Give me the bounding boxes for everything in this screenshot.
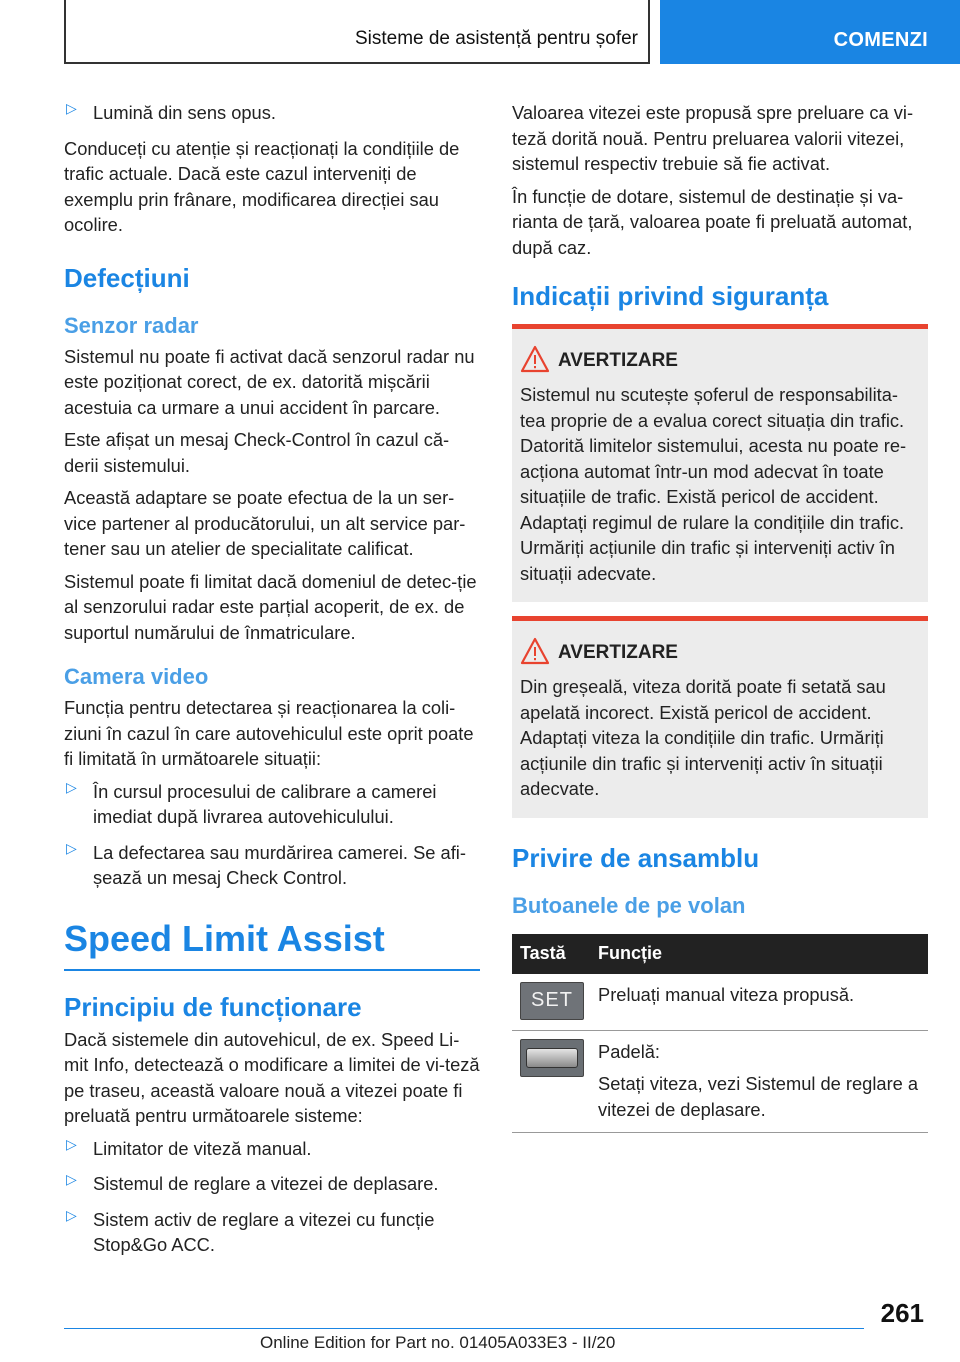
function-text: Preluați manual viteza propusă. xyxy=(598,983,855,1005)
bullet-triangle-icon: ▷ xyxy=(66,1135,77,1152)
table-row xyxy=(512,974,928,1031)
warning-box xyxy=(512,324,928,602)
paragraph: Funcția pentru detectarea și reacționarea la coli‐ziuni în cazul în care autovehiculul este oprit poate fi limitată în următoarele situații: xyxy=(64,697,474,769)
list-item xyxy=(64,779,480,830)
paragraph: Această adaptare se poate efectua de la un ser‐vice partener al producătorului, un alt service par‐tener sau un atelier de specialitate calificat. xyxy=(64,487,466,559)
list-item xyxy=(64,1207,480,1258)
header-section-title: Sisteme de asistență pentru șofer xyxy=(354,28,638,49)
table-cell-key xyxy=(512,1030,590,1133)
warning-title xyxy=(520,641,920,665)
paragraph: Valoarea vitezei este propusă spre preluare ca vi‐teză dorită nouă. Pentru preluarea valorii vitezei, sistemul respectiv trebuie să fie activat. xyxy=(512,102,914,174)
set-button-icon: SET xyxy=(520,982,584,1020)
right-column xyxy=(512,100,928,1133)
function-text: Padelă: xyxy=(598,1040,661,1062)
heading-privire: Privire de ansamblu xyxy=(512,842,760,873)
function-text: Setați viteza, vezi Sistemul de reglare a vitezei de deplasare. xyxy=(598,1073,919,1120)
footer-divider xyxy=(64,1328,864,1329)
paragraph: Dacă sistemele din autovehicul, de ex. Speed Li‐mit Info, detectează o modificare a limitei de vi‐teză pe traseu, această valoare nouă a vitezei poate fi preluată pentru următoarele sisteme: xyxy=(64,1028,480,1126)
heading-senzor-radar: Senzor radar xyxy=(64,312,199,338)
heading-butoane: Butoanele de pe volan xyxy=(512,892,746,918)
header-tab-label: COMENZI xyxy=(833,29,928,51)
bullet-triangle-icon: ▷ xyxy=(66,1206,77,1223)
page-number: 261 xyxy=(880,1298,924,1328)
warning-text: Sistemul nu scutește șoferul de responsabilita‐tea proprie de a evalua corect situația din trafic. Datorită limitelor sistemului, acesta nu poate re‐acționa automat într-un mod adecvat în toate situațiile de trafic. Există pericol de accident. Adaptați regimul de rulare la condițiile din trafic. Urmăriți acțiunile din trafic și interveniți activ în situații adecvate. xyxy=(520,384,907,584)
bullet-triangle-icon: ▷ xyxy=(66,100,77,116)
warning-text: Din greșeală, viteza dorită poate fi setată sau apelată incorect. Există pericol de accident. Adaptați viteza la condițiile din trafic. Urmăriți acțiunile din trafic și interveniți activ în situații adecvate. xyxy=(520,676,886,799)
heading-principiu: Principiu de funcționare xyxy=(64,991,362,1022)
paragraph: Sistemul poate fi limitat dacă domeniul de detec‐ție al senzorului radar este parțial acoperit, de ex. de suportul numărului de înmatriculare. xyxy=(64,570,477,643)
heading-defectiuni: Defecțiuni xyxy=(64,262,190,293)
bullet-text: În cursul procesului de calibrare a camerei imediat după livrarea autovehiculului. xyxy=(93,780,437,827)
left-column xyxy=(64,100,480,1268)
table-cell-function xyxy=(590,974,928,1031)
list-item xyxy=(64,100,480,126)
paragraph: Sistemul nu poate fi activat dacă senzorul radar nu este poziționat corect, de ex. datorită mișcării acestuia ca urmare a unui accident în parcare. xyxy=(64,345,475,418)
warning-title xyxy=(520,349,920,373)
bullet-triangle-icon: ▷ xyxy=(66,778,77,795)
table-header-tasta: Tastă xyxy=(512,934,590,974)
table-cell-key xyxy=(512,974,590,1031)
paddle-icon xyxy=(520,1039,584,1077)
keys-table xyxy=(512,934,928,1134)
warning-label: AVERTIZARE xyxy=(558,350,678,371)
warning-triangle-icon xyxy=(520,637,550,665)
paragraph: Conduceți cu atenție și reacționați la condițiile de trafic actuale. Dacă este cazul interveniți de exemplu prin frânare, modificarea direcției sau ocolire. xyxy=(64,137,460,235)
bullet-text: Limitator de viteză manual. xyxy=(93,1137,312,1159)
list-item xyxy=(64,1171,480,1197)
paragraph: Este afișat un mesaj Check-Control în cazul că‐derii sistemului. xyxy=(64,429,450,476)
footer-edition: Online Edition for Part no. 01405A033E3 - II/20 xyxy=(260,1333,616,1352)
warning-box xyxy=(512,616,928,818)
table-header-functie: Funcție xyxy=(590,934,928,974)
warning-triangle-icon xyxy=(520,345,550,373)
bullet-text: Lumină din sens opus. xyxy=(93,102,276,123)
header-tab[interactable] xyxy=(660,0,960,64)
bullet-triangle-icon: ▷ xyxy=(66,1171,77,1187)
paragraph: În funcție de dotare, sistemul de destinație și va‐rianta de țară, valoarea poate fi preluată automat, după caz. xyxy=(512,185,913,258)
bullet-triangle-icon: ▷ xyxy=(66,839,77,856)
bullet-text: Sistem activ de reglare a vitezei cu funcție Stop&Go ACC. xyxy=(93,1208,435,1255)
table-cell-function xyxy=(590,1030,928,1133)
heading-indicatii: Indicații privind siguranța xyxy=(512,281,829,311)
warning-label: AVERTIZARE xyxy=(558,642,678,663)
table-row xyxy=(512,1030,928,1133)
table-header-row xyxy=(512,934,928,974)
bullet-text: La defectarea sau murdărirea camerei. Se afi‐șează un mesaj Check Control. xyxy=(93,841,466,888)
heading-camera-video: Camera video xyxy=(64,664,209,689)
list-item xyxy=(64,1136,480,1162)
list-item xyxy=(64,840,480,891)
bullet-text: Sistemul de reglare a vitezei de deplasare. xyxy=(93,1173,439,1194)
heading-speed-limit-assist: Speed Limit Assist xyxy=(64,919,480,971)
